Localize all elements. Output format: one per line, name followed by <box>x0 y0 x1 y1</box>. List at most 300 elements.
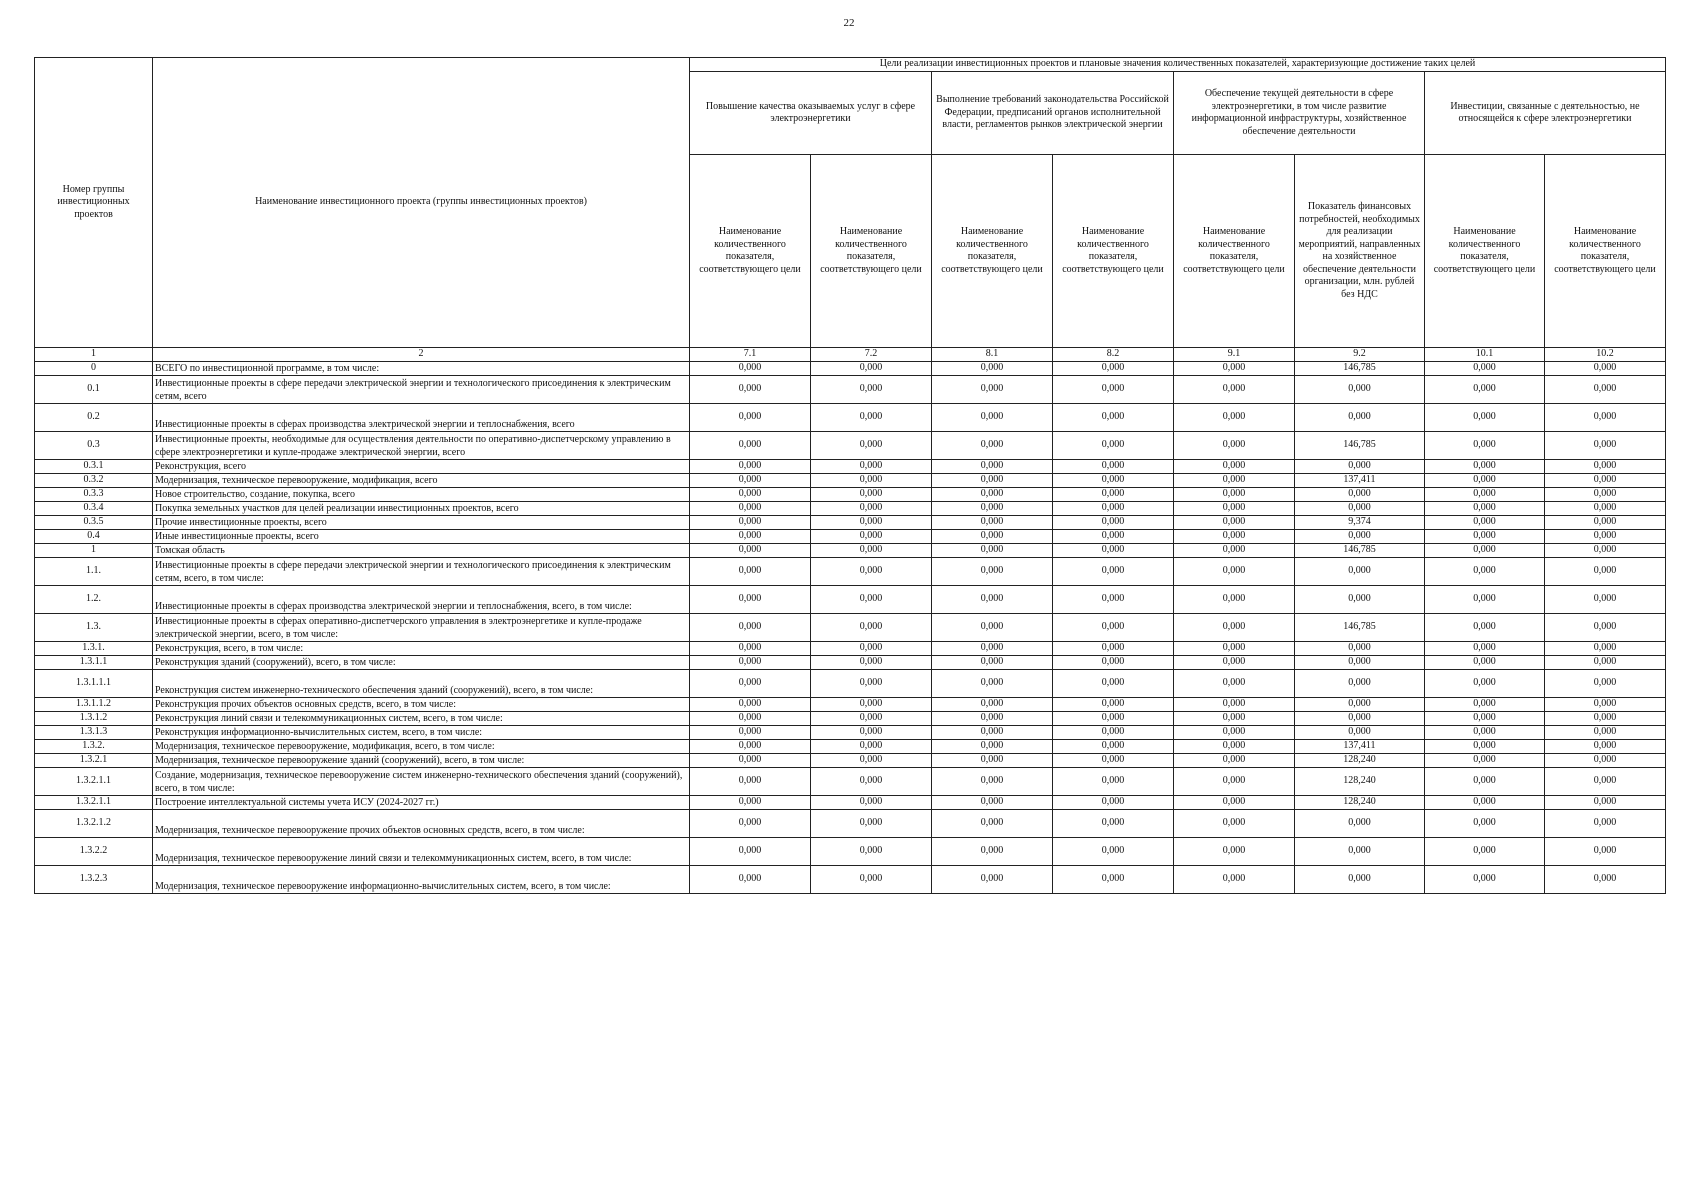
project-name-cell: Покупка земельных участков для целей реализации инвестиционных проектов, всего <box>153 502 690 516</box>
value-cell: 0,000 <box>1053 698 1174 712</box>
value-cell: 0,000 <box>932 544 1053 558</box>
value-cell: 0,000 <box>1545 544 1666 558</box>
value-cell: 0,000 <box>811 796 932 810</box>
value-cell: 0,000 <box>811 586 932 614</box>
table-row <box>35 810 1666 838</box>
value-cell: 0,000 <box>690 488 811 502</box>
project-name-cell: Реконструкция систем инженерно-технического обеспечения зданий (сооружений), всего, в том числе: <box>153 670 690 698</box>
group-number-cell: 0.4 <box>35 530 153 544</box>
value-cell: 0,000 <box>1174 362 1295 376</box>
value-cell: 0,000 <box>811 362 932 376</box>
value-cell: 0,000 <box>1545 712 1666 726</box>
column-number: 7.2 <box>811 348 932 362</box>
value-cell: 0,000 <box>1545 376 1666 404</box>
value-cell: 0,000 <box>1053 796 1174 810</box>
value-cell: 0,000 <box>1545 474 1666 488</box>
value-cell: 0,000 <box>1425 488 1545 502</box>
group-number-cell: 1.3.2.1.1 <box>35 768 153 796</box>
group-number-cell: 1 <box>35 544 153 558</box>
value-cell: 0,000 <box>932 838 1053 866</box>
value-cell: 0,000 <box>1053 460 1174 474</box>
value-cell: 0,000 <box>1174 726 1295 740</box>
project-name-cell: Реконструкция информационно-вычислительных систем, всего, в том числе: <box>153 726 690 740</box>
value-cell: 0,000 <box>811 432 932 460</box>
project-name-cell: Реконструкция линий связи и телекоммуникационных систем, всего, в том числе: <box>153 712 690 726</box>
group-number-cell: 1.3.1. <box>35 642 153 656</box>
table-row <box>35 670 1666 698</box>
value-cell: 0,000 <box>811 474 932 488</box>
value-cell: 0,000 <box>690 768 811 796</box>
project-name-cell: Реконструкция прочих объектов основных средств, всего, в том числе: <box>153 698 690 712</box>
column-number: 8.2 <box>1053 348 1174 362</box>
value-cell: 137,411 <box>1295 474 1425 488</box>
project-name-header: Наименование инвестиционного проекта (группы инвестиционных проектов) <box>153 58 690 348</box>
value-cell: 0,000 <box>1295 670 1425 698</box>
value-cell: 0,000 <box>1053 474 1174 488</box>
value-cell: 0,000 <box>932 614 1053 642</box>
table-row <box>35 558 1666 586</box>
value-cell: 0,000 <box>1545 726 1666 740</box>
group-number-cell: 1.1. <box>35 558 153 586</box>
value-cell: 0,000 <box>1295 726 1425 740</box>
value-cell: 0,000 <box>932 502 1053 516</box>
group-number-cell: 0.3 <box>35 432 153 460</box>
value-cell: 0,000 <box>1174 404 1295 432</box>
group-number-cell: 1.3.2.2 <box>35 838 153 866</box>
value-cell: 0,000 <box>1053 376 1174 404</box>
table-row <box>35 740 1666 754</box>
table-row <box>35 586 1666 614</box>
value-cell: 0,000 <box>1174 754 1295 768</box>
value-cell: 0,000 <box>811 376 932 404</box>
indicator-header: Наименование количественного показателя, соответствующего цели <box>1545 155 1666 348</box>
value-cell: 0,000 <box>932 516 1053 530</box>
value-cell: 0,000 <box>811 404 932 432</box>
group-number-cell: 0.1 <box>35 376 153 404</box>
value-cell: 0,000 <box>1174 670 1295 698</box>
value-cell: 0,000 <box>1295 404 1425 432</box>
value-cell: 0,000 <box>1425 740 1545 754</box>
value-cell: 0,000 <box>811 488 932 502</box>
project-name-cell: Создание, модернизация, техническое перевооружение систем инженерно-технического обеспечения зданий (сооружений), всего, в том числе: <box>153 768 690 796</box>
value-cell: 0,000 <box>1053 502 1174 516</box>
table-row <box>35 642 1666 656</box>
value-cell: 0,000 <box>1053 488 1174 502</box>
value-cell: 0,000 <box>932 726 1053 740</box>
group-number-cell: 1.2. <box>35 586 153 614</box>
group-number-cell: 1.3.1.1.1 <box>35 670 153 698</box>
page-number: 22 <box>843 17 855 29</box>
table-row <box>35 474 1666 488</box>
value-cell: 0,000 <box>1053 530 1174 544</box>
project-name-cell: Модернизация, техническое перевооружение, модификация, всего <box>153 474 690 488</box>
table-row <box>35 530 1666 544</box>
value-cell: 0,000 <box>1053 726 1174 740</box>
value-cell: 0,000 <box>1425 796 1545 810</box>
value-cell: 0,000 <box>1295 838 1425 866</box>
value-cell: 0,000 <box>811 558 932 586</box>
value-cell: 0,000 <box>1053 670 1174 698</box>
value-cell: 0,000 <box>1053 712 1174 726</box>
value-cell: 0,000 <box>932 404 1053 432</box>
value-cell: 0,000 <box>1053 866 1174 894</box>
group-number-cell: 1.3.2.1.1 <box>35 796 153 810</box>
column-number: 10.2 <box>1545 348 1666 362</box>
table-row <box>35 502 1666 516</box>
value-cell: 0,000 <box>932 642 1053 656</box>
value-cell: 0,000 <box>811 740 932 754</box>
value-cell: 0,000 <box>1425 614 1545 642</box>
value-cell: 0,000 <box>932 530 1053 544</box>
value-cell: 0,000 <box>1425 516 1545 530</box>
value-cell: 0,000 <box>811 530 932 544</box>
value-cell: 0,000 <box>1545 502 1666 516</box>
value-cell: 0,000 <box>1295 558 1425 586</box>
value-cell: 0,000 <box>1425 866 1545 894</box>
value-cell: 0,000 <box>811 726 932 740</box>
value-cell: 0,000 <box>1545 614 1666 642</box>
value-cell: 0,000 <box>1174 866 1295 894</box>
value-cell: 0,000 <box>1174 474 1295 488</box>
value-cell: 0,000 <box>1425 712 1545 726</box>
value-cell: 0,000 <box>690 670 811 698</box>
table-row <box>35 544 1666 558</box>
value-cell: 0,000 <box>1174 656 1295 670</box>
value-cell: 0,000 <box>690 558 811 586</box>
value-cell: 0,000 <box>1425 460 1545 474</box>
project-name-cell: Прочие инвестиционные проекты, всего <box>153 516 690 530</box>
value-cell: 0,000 <box>1174 698 1295 712</box>
project-name-cell: Реконструкция, всего <box>153 460 690 474</box>
value-cell: 0,000 <box>1174 810 1295 838</box>
value-cell: 0,000 <box>1545 404 1666 432</box>
value-cell: 0,000 <box>1545 642 1666 656</box>
value-cell: 0,000 <box>932 432 1053 460</box>
finance-indicator-header: Показатель финансовых потребностей, необходимых для реализации мероприятий, направленных на хозяйственное обеспечение деятельности организации, млн. рублей без НДС <box>1295 155 1425 348</box>
value-cell: 0,000 <box>690 614 811 642</box>
goals-super-header: Цели реализации инвестиционных проектов и плановые значения количественных показателей, характеризующие достижение таких целей <box>690 58 1666 72</box>
value-cell: 0,000 <box>1174 516 1295 530</box>
value-cell: 0,000 <box>811 698 932 712</box>
value-cell: 0,000 <box>690 516 811 530</box>
value-cell: 0,000 <box>1545 432 1666 460</box>
table-body <box>35 362 1666 894</box>
value-cell: 0,000 <box>1545 488 1666 502</box>
value-cell: 0,000 <box>1174 544 1295 558</box>
value-cell: 0,000 <box>1295 460 1425 474</box>
value-cell: 0,000 <box>1545 656 1666 670</box>
value-cell: 0,000 <box>690 754 811 768</box>
value-cell: 0,000 <box>1545 516 1666 530</box>
value-cell: 0,000 <box>690 404 811 432</box>
value-cell: 137,411 <box>1295 740 1425 754</box>
value-cell: 0,000 <box>1295 488 1425 502</box>
group-number-cell: 1.3.2.1 <box>35 754 153 768</box>
value-cell: 0,000 <box>690 376 811 404</box>
indicator-header: Наименование количественного показателя, соответствующего цели <box>1425 155 1545 348</box>
value-cell: 0,000 <box>932 866 1053 894</box>
table-row <box>35 754 1666 768</box>
goal-header-legal-requirements: Выполнение требований законодательства Российской Федерации, предписаний органов исполнительной власти, регламентов рынков электрической энергии <box>932 72 1174 155</box>
table-row <box>35 516 1666 530</box>
value-cell: 0,000 <box>1174 642 1295 656</box>
value-cell: 0,000 <box>1174 838 1295 866</box>
value-cell: 0,000 <box>1545 670 1666 698</box>
value-cell: 0,000 <box>932 712 1053 726</box>
value-cell: 0,000 <box>1295 502 1425 516</box>
value-cell: 0,000 <box>690 642 811 656</box>
value-cell: 0,000 <box>1174 768 1295 796</box>
value-cell: 0,000 <box>932 670 1053 698</box>
table-row <box>35 796 1666 810</box>
value-cell: 0,000 <box>1425 530 1545 544</box>
value-cell: 0,000 <box>811 670 932 698</box>
value-cell: 0,000 <box>1545 530 1666 544</box>
value-cell: 0,000 <box>690 726 811 740</box>
project-name-cell: Реконструкция, всего, в том числе: <box>153 642 690 656</box>
table-row <box>35 376 1666 404</box>
value-cell: 0,000 <box>1174 376 1295 404</box>
goal-header-current-activity: Обеспечение текущей деятельности в сфере электроэнергетики, в том числе развитие информационной инфраструктуры, хозяйственное обеспечение деятельности <box>1174 72 1425 155</box>
value-cell: 0,000 <box>1425 586 1545 614</box>
group-number-cell: 1.3.2.1.2 <box>35 810 153 838</box>
table-row <box>35 460 1666 474</box>
value-cell: 0,000 <box>690 656 811 670</box>
value-cell: 0,000 <box>811 614 932 642</box>
value-cell: 0,000 <box>1425 838 1545 866</box>
value-cell: 0,000 <box>932 768 1053 796</box>
column-number: 2 <box>153 348 690 362</box>
value-cell: 0,000 <box>690 866 811 894</box>
value-cell: 0,000 <box>1425 558 1545 586</box>
project-name-cell: Инвестиционные проекты в сферах производства электрической энергии и теплоснабжения, всего, в том числе: <box>153 586 690 614</box>
value-cell: 0,000 <box>1425 362 1545 376</box>
value-cell: 146,785 <box>1295 544 1425 558</box>
value-cell: 0,000 <box>1053 558 1174 586</box>
value-cell: 0,000 <box>932 362 1053 376</box>
value-cell: 128,240 <box>1295 768 1425 796</box>
project-name-cell: Модернизация, техническое перевооружение линий связи и телекоммуникационных систем, всего, в том числе: <box>153 838 690 866</box>
value-cell: 0,000 <box>811 838 932 866</box>
value-cell: 0,000 <box>1425 432 1545 460</box>
group-number-cell: 0.3.5 <box>35 516 153 530</box>
value-cell: 0,000 <box>1545 460 1666 474</box>
value-cell: 0,000 <box>1053 754 1174 768</box>
value-cell: 0,000 <box>1425 376 1545 404</box>
value-cell: 0,000 <box>690 712 811 726</box>
group-number-cell: 0.3.3 <box>35 488 153 502</box>
value-cell: 0,000 <box>690 740 811 754</box>
project-name-cell: Реконструкция зданий (сооружений), всего, в том числе: <box>153 656 690 670</box>
value-cell: 0,000 <box>932 740 1053 754</box>
indicator-header: Наименование количественного показателя, соответствующего цели <box>1053 155 1174 348</box>
value-cell: 0,000 <box>1053 614 1174 642</box>
group-number-cell: 1.3.1.1.2 <box>35 698 153 712</box>
table-row <box>35 656 1666 670</box>
value-cell: 0,000 <box>690 502 811 516</box>
value-cell: 0,000 <box>1174 796 1295 810</box>
table-row <box>35 404 1666 432</box>
value-cell: 0,000 <box>1295 530 1425 544</box>
value-cell: 0,000 <box>932 754 1053 768</box>
value-cell: 0,000 <box>932 586 1053 614</box>
value-cell: 0,000 <box>1053 516 1174 530</box>
value-cell: 0,000 <box>1545 558 1666 586</box>
column-number: 8.1 <box>932 348 1053 362</box>
group-number-cell: 0.3.1 <box>35 460 153 474</box>
value-cell: 0,000 <box>1174 558 1295 586</box>
value-cell: 0,000 <box>1545 768 1666 796</box>
value-cell: 0,000 <box>932 810 1053 838</box>
value-cell: 9,374 <box>1295 516 1425 530</box>
table-row <box>35 712 1666 726</box>
project-name-cell: Модернизация, техническое перевооружение прочих объектов основных средств, всего, в том числе: <box>153 810 690 838</box>
value-cell: 0,000 <box>690 796 811 810</box>
goal-header-service-quality: Повышение качества оказываемых услуг в сфере электроэнергетики <box>690 72 932 155</box>
table-row <box>35 488 1666 502</box>
value-cell: 0,000 <box>811 642 932 656</box>
value-cell: 0,000 <box>1295 642 1425 656</box>
value-cell: 0,000 <box>811 754 932 768</box>
value-cell: 0,000 <box>690 362 811 376</box>
value-cell: 128,240 <box>1295 754 1425 768</box>
column-number: 9.2 <box>1295 348 1425 362</box>
value-cell: 0,000 <box>932 488 1053 502</box>
value-cell: 0,000 <box>1174 460 1295 474</box>
value-cell: 0,000 <box>1053 362 1174 376</box>
value-cell: 0,000 <box>1174 586 1295 614</box>
group-number-cell: 0.3.2 <box>35 474 153 488</box>
column-number-row <box>35 348 1666 362</box>
value-cell: 0,000 <box>932 796 1053 810</box>
project-name-cell: Инвестиционные проекты, необходимые для осуществления деятельности по оперативно-диспетчерскому управлению в сфере электроэнергетики и купле-продаже электрической энергии, всего <box>153 432 690 460</box>
value-cell: 0,000 <box>932 460 1053 474</box>
group-number-cell: 1.3.2.3 <box>35 866 153 894</box>
value-cell: 0,000 <box>1425 502 1545 516</box>
value-cell: 0,000 <box>1425 544 1545 558</box>
indicator-header: Наименование количественного показателя, соответствующего цели <box>1174 155 1295 348</box>
value-cell: 0,000 <box>811 516 932 530</box>
value-cell: 0,000 <box>811 502 932 516</box>
value-cell: 0,000 <box>690 586 811 614</box>
value-cell: 0,000 <box>932 558 1053 586</box>
value-cell: 0,000 <box>1425 474 1545 488</box>
group-number-cell: 1.3.1.1 <box>35 656 153 670</box>
value-cell: 0,000 <box>1053 810 1174 838</box>
group-number-cell: 1.3.1.3 <box>35 726 153 740</box>
value-cell: 0,000 <box>1425 754 1545 768</box>
value-cell: 0,000 <box>1174 530 1295 544</box>
value-cell: 0,000 <box>1174 488 1295 502</box>
value-cell: 0,000 <box>811 810 932 838</box>
value-cell: 0,000 <box>811 712 932 726</box>
table-row <box>35 838 1666 866</box>
project-name-cell: Инвестиционные проекты в сферах производства электрической энергии и теплоснабжения, всего <box>153 404 690 432</box>
investment-goals-table <box>34 57 1666 894</box>
value-cell: 0,000 <box>1545 866 1666 894</box>
value-cell: 0,000 <box>1295 656 1425 670</box>
value-cell: 0,000 <box>811 768 932 796</box>
value-cell: 0,000 <box>1425 642 1545 656</box>
group-number-cell: 0.3.4 <box>35 502 153 516</box>
value-cell: 0,000 <box>1425 726 1545 740</box>
value-cell: 0,000 <box>690 530 811 544</box>
table-row <box>35 362 1666 376</box>
value-cell: 0,000 <box>1295 810 1425 838</box>
value-cell: 146,785 <box>1295 432 1425 460</box>
value-cell: 0,000 <box>1174 712 1295 726</box>
group-number-header: Номер группы инвестиционных проектов <box>35 58 153 348</box>
value-cell: 0,000 <box>1545 838 1666 866</box>
value-cell: 0,000 <box>1053 838 1174 866</box>
project-name-cell: Модернизация, техническое перевооружение зданий (сооружений), всего, в том числе: <box>153 754 690 768</box>
project-name-cell: Модернизация, техническое перевооружение, модификация, всего, в том числе: <box>153 740 690 754</box>
value-cell: 0,000 <box>811 544 932 558</box>
table-row <box>35 614 1666 642</box>
value-cell: 0,000 <box>690 474 811 488</box>
value-cell: 0,000 <box>1425 810 1545 838</box>
value-cell: 0,000 <box>1425 404 1545 432</box>
value-cell: 146,785 <box>1295 614 1425 642</box>
column-number: 9.1 <box>1174 348 1295 362</box>
value-cell: 0,000 <box>811 460 932 474</box>
value-cell: 0,000 <box>1174 614 1295 642</box>
value-cell: 0,000 <box>1053 642 1174 656</box>
value-cell: 0,000 <box>1425 768 1545 796</box>
value-cell: 0,000 <box>690 838 811 866</box>
goal-header-non-energy: Инвестиции, связанные с деятельностью, не относящейся к сфере электроэнергетики <box>1425 72 1666 155</box>
value-cell: 0,000 <box>932 474 1053 488</box>
project-name-cell: Инвестиционные проекты в сферах оперативно-диспетчерского управления в электроэнергетике и купле-продаже электрической энергии, всего, в том числе: <box>153 614 690 642</box>
value-cell: 0,000 <box>690 432 811 460</box>
value-cell: 0,000 <box>1053 404 1174 432</box>
project-name-cell: ВСЕГО по инвестиционной программе, в том числе: <box>153 362 690 376</box>
indicator-header: Наименование количественного показателя, соответствующего цели <box>690 155 811 348</box>
value-cell: 0,000 <box>1174 432 1295 460</box>
indicator-header: Наименование количественного показателя, соответствующего цели <box>811 155 932 348</box>
value-cell: 0,000 <box>1545 698 1666 712</box>
value-cell: 0,000 <box>1053 544 1174 558</box>
value-cell: 146,785 <box>1295 362 1425 376</box>
group-number-cell: 1.3.2. <box>35 740 153 754</box>
value-cell: 0,000 <box>932 698 1053 712</box>
value-cell: 0,000 <box>1174 502 1295 516</box>
group-number-cell: 0 <box>35 362 153 376</box>
project-name-cell: Построение интеллектуальной системы учета ИСУ (2024-2027 гг.) <box>153 796 690 810</box>
value-cell: 0,000 <box>1425 698 1545 712</box>
value-cell: 0,000 <box>1295 698 1425 712</box>
value-cell: 0,000 <box>1053 656 1174 670</box>
group-number-cell: 1.3.1.2 <box>35 712 153 726</box>
project-name-cell: Иные инвестиционные проекты, всего <box>153 530 690 544</box>
value-cell: 0,000 <box>1545 810 1666 838</box>
value-cell: 0,000 <box>690 810 811 838</box>
value-cell: 0,000 <box>690 698 811 712</box>
value-cell: 0,000 <box>811 866 932 894</box>
value-cell: 0,000 <box>1053 586 1174 614</box>
column-number: 10.1 <box>1425 348 1545 362</box>
value-cell: 0,000 <box>1053 740 1174 754</box>
value-cell: 0,000 <box>1174 740 1295 754</box>
project-name-cell: Инвестиционные проекты в сфере передачи электрической энергии и технологического присоединения к электрическим сетям, всего <box>153 376 690 404</box>
value-cell: 0,000 <box>690 544 811 558</box>
value-cell: 128,240 <box>1295 796 1425 810</box>
value-cell: 0,000 <box>1053 768 1174 796</box>
value-cell: 0,000 <box>1425 670 1545 698</box>
table-row <box>35 698 1666 712</box>
project-name-cell: Новое строительство, создание, покупка, всего <box>153 488 690 502</box>
value-cell: 0,000 <box>811 656 932 670</box>
